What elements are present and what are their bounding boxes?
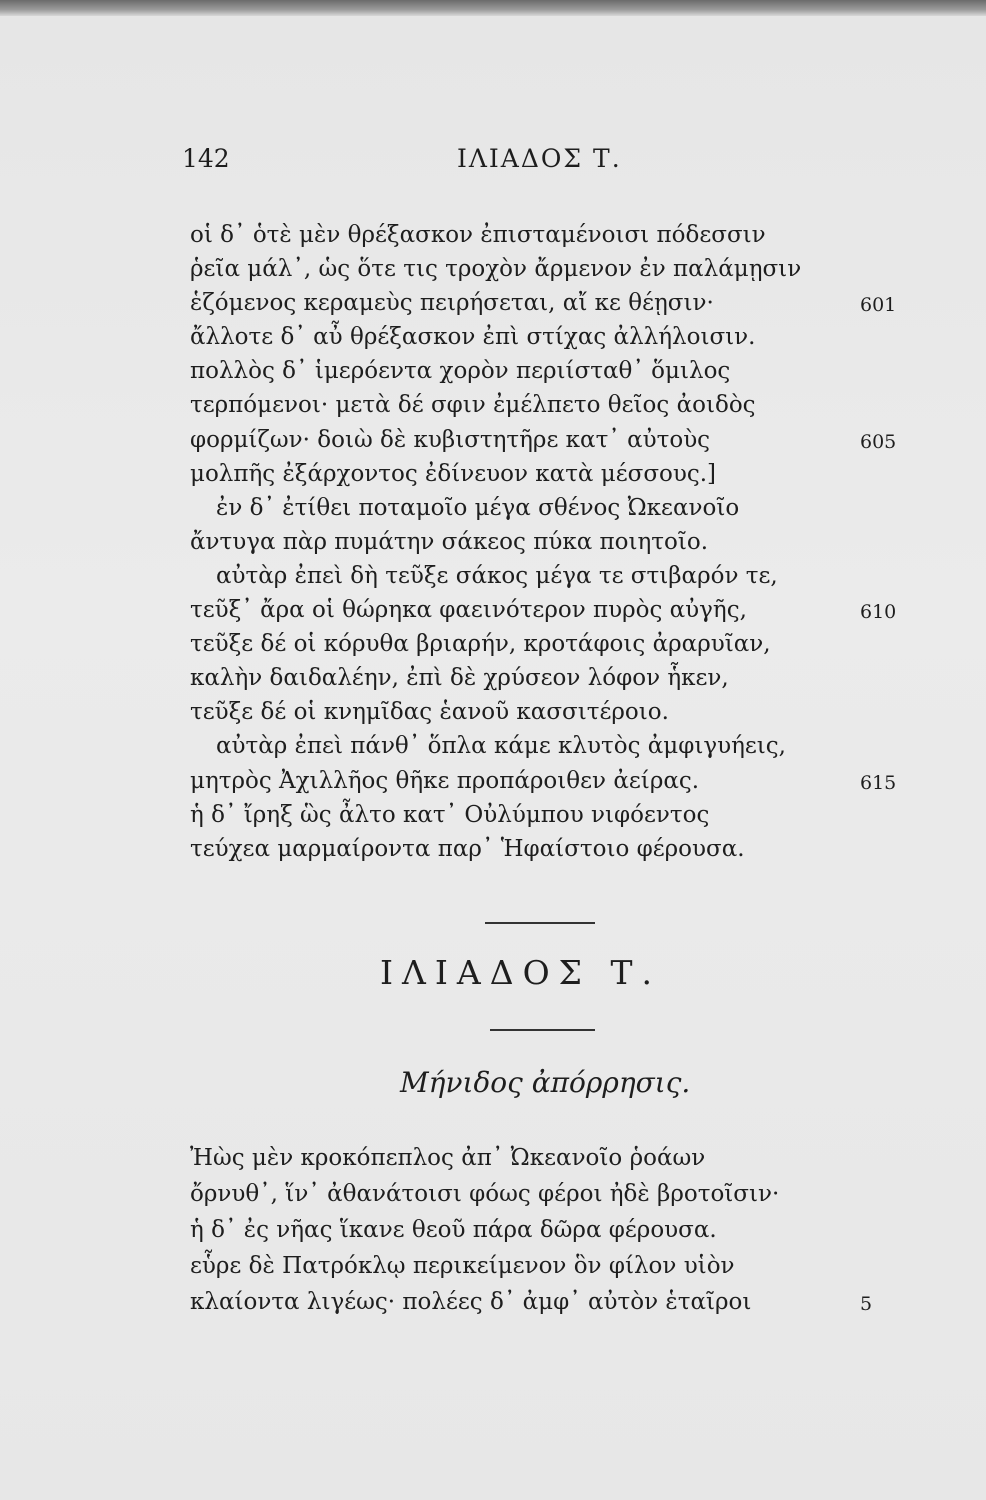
divider-rule-top — [485, 922, 595, 924]
verse-text: οἱ δ᾽ ὁτὲ μὲν θρέξασκον ἐπισταμένοισι πόδεσσιν — [190, 222, 766, 248]
verse-line — [190, 1284, 910, 1320]
verse-line — [190, 218, 910, 252]
verse-text: τεύχεα μαρμαίροντα παρ᾽ Ἡφαίστοιο φέρουσα. — [190, 835, 745, 862]
line-number: 5 — [860, 1293, 873, 1315]
verse-line — [190, 423, 910, 457]
verse-text: Ἠὼς μὲν κροκόπεπλος ἀπ᾽ Ὠκεανοῖο ῥοάων — [190, 1145, 706, 1171]
verse-text: φορμίζων· δοιὼ δὲ κυβιστητῆρε κατ᾽ αὐτοὺς — [190, 426, 711, 453]
verse-text: εὗρε δὲ Πατρόκλῳ περικείμενον ὃν φίλον υἱὸν — [190, 1253, 735, 1279]
verse-line — [190, 832, 910, 866]
verse-text: αὐτὰρ ἐπεὶ πάνθ᾽ ὅπλα κάμε κλυτὸς ἀμφιγυήεις, — [216, 733, 786, 760]
verse-line — [190, 388, 910, 422]
page-number: 142 — [182, 144, 230, 173]
verse-text: ἑζόμενος κεραμεὺς πειρήσεται, αἴ κε θέῃσιν· — [190, 290, 714, 317]
verse-line — [190, 695, 910, 729]
verse-line — [190, 252, 910, 286]
verse-block-top — [190, 218, 910, 866]
verse-text: πολλὸς δ᾽ ἱμερόεντα χορὸν περιίσταθ᾽ ὅμιλος — [190, 358, 731, 385]
verse-line — [190, 729, 910, 763]
verse-block-bottom — [190, 1140, 910, 1320]
verse-line — [190, 798, 910, 832]
verse-line — [190, 1212, 910, 1248]
verse-text: τεῦξ᾽ ἄρα οἱ θώρηκα φαεινότερον πυρὸς αὐγῆς, — [190, 597, 747, 624]
line-number: 601 — [860, 294, 897, 317]
verse-text: κλαίοντα λιγέως· πολέες δ᾽ ἀμφ᾽ αὐτὸν ἑταῖροι — [190, 1289, 752, 1315]
verse-line — [190, 491, 910, 525]
book-subtitle: Μήνιδος ἀπόρρησις. — [400, 1066, 691, 1099]
verse-text: τερπόμενοι· μετὰ δέ σφιν ἐμέλπετο θεῖος ἀοιδὸς — [190, 392, 756, 419]
line-number: 610 — [860, 601, 897, 624]
running-head — [182, 144, 712, 184]
verse-line — [190, 1248, 910, 1284]
verse-line — [190, 627, 910, 661]
verse-text: ὄρνυθ᾽, ἵν᾽ ἀθανάτοισι φόως φέροι ἠδὲ βροτοῖσιν· — [190, 1181, 780, 1207]
verse-text: μητρὸς Ἀχιλλῆος θῆκε προπάροιθεν ἀείρας. — [190, 767, 700, 794]
verse-text: καλὴν δαιδαλέην, ἐπὶ δὲ χρύσεον λόφον ἧκεν, — [190, 665, 729, 692]
verse-line — [190, 354, 910, 388]
verse-line — [190, 764, 910, 798]
verse-line — [190, 320, 910, 354]
verse-text: ἐν δ᾽ ἐτίθει ποταμοῖο μέγα σθένος Ὠκεανοῖο — [216, 494, 740, 521]
verse-line — [190, 525, 910, 559]
running-title: ΙΛΙΑΔΟΣ Τ. — [457, 144, 622, 173]
line-number: 615 — [860, 771, 897, 794]
verse-line — [190, 457, 910, 491]
verse-line — [190, 286, 910, 320]
verse-text: ἄντυγα πὰρ πυμάτην σάκεος πύκα ποιητοῖο. — [190, 528, 709, 555]
verse-text: μολπῆς ἐξάρχοντος ἐδίνευον κατὰ μέσσους.] — [190, 460, 717, 487]
verse-text: αὐτὰρ ἐπεὶ δὴ τεῦξε σάκος μέγα τε στιβαρόν τε, — [216, 562, 778, 589]
verse-text: τεῦξε δέ οἱ κόρυθα βριαρήν, κροτάφοις ἀραρυῖαν, — [190, 631, 771, 658]
verse-text: ἄλλοτε δ᾽ αὖ θρέξασκον ἐπὶ στίχας ἀλλήλοισιν. — [190, 324, 756, 351]
verse-line — [190, 1140, 910, 1176]
verse-line — [190, 559, 910, 593]
book-title: ΙΛΙΑΔΟΣ Τ. — [380, 953, 661, 992]
verse-line — [190, 593, 910, 627]
verse-text: ἡ δ᾽ ἐς νῆας ἵκανε θεοῦ πάρα δῶρα φέρουσα. — [190, 1217, 717, 1243]
verse-line — [190, 1176, 910, 1212]
verse-text: ῥεῖα μάλ᾽, ὡς ὅτε τις τροχὸν ἄρμενον ἐν παλάμῃσιν — [190, 256, 802, 283]
verse-text: ἡ δ᾽ ἴρηξ ὣς ἆλτο κατ᾽ Οὐλύμπου νιφόεντος — [190, 801, 710, 828]
verse-line — [190, 661, 910, 695]
line-number: 605 — [860, 430, 897, 453]
scan-top-edge — [0, 0, 986, 16]
verse-text: τεῦξε δέ οἱ κνημῖδας ἑανοῦ κασσιτέροιο. — [190, 699, 669, 726]
divider-rule-middle — [490, 1029, 595, 1031]
